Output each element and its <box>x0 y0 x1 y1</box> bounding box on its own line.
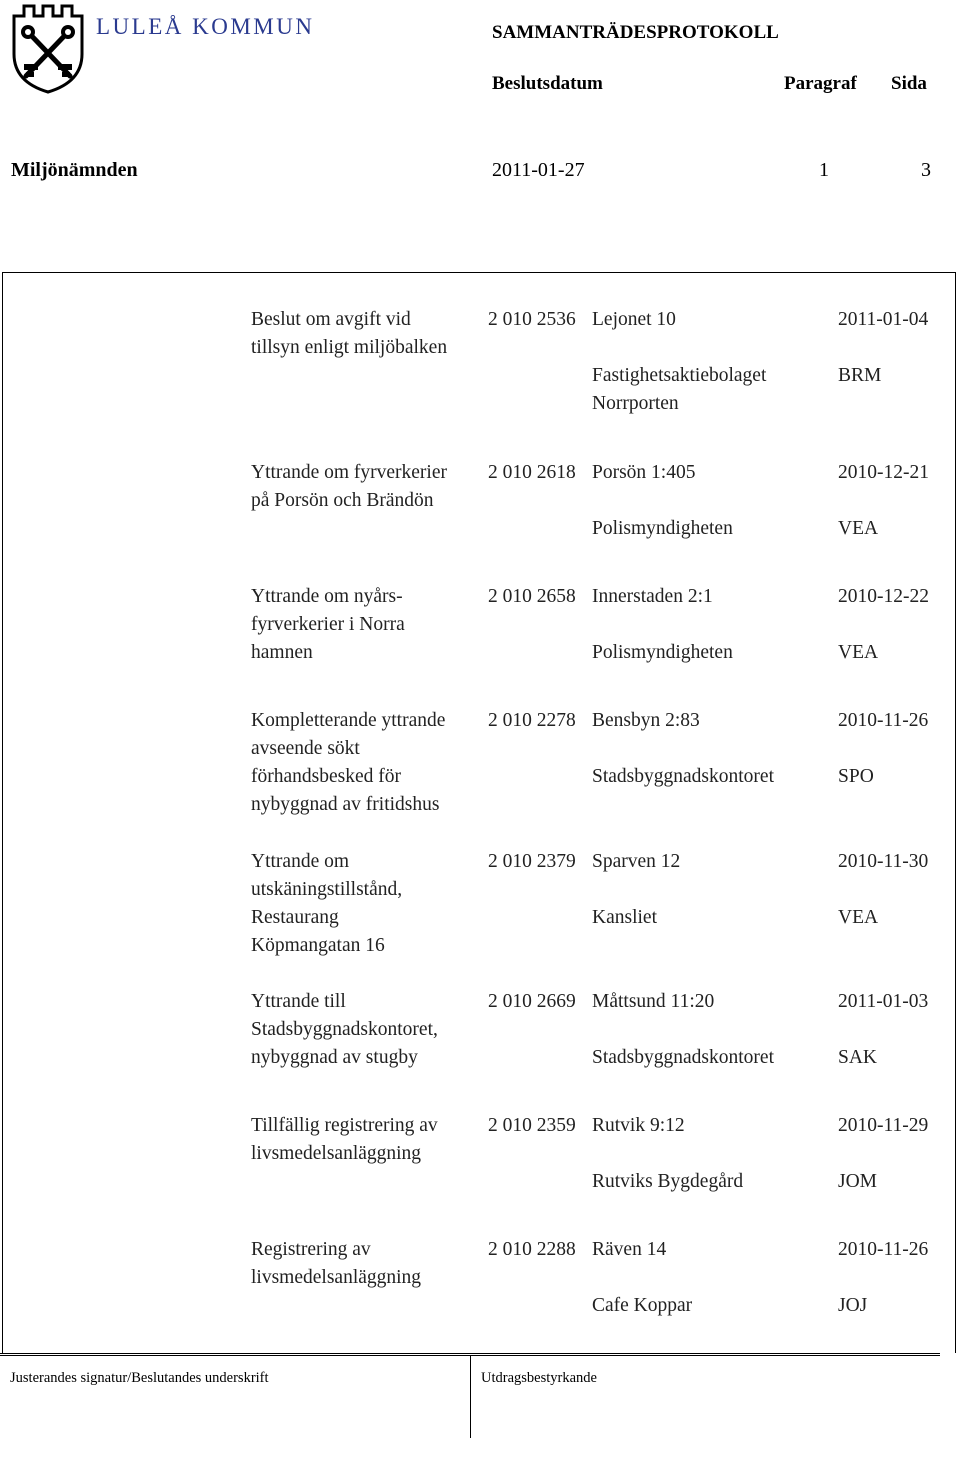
entry-party-line: Fastighetsaktiebolaget <box>592 365 767 386</box>
entry-party <box>592 362 766 418</box>
entry-description-line: på Porsön och Brändön <box>251 490 434 511</box>
entry-description-line: Tillfällig registrering av <box>251 1115 438 1136</box>
entry-description <box>251 306 483 362</box>
entry-description-line: förhandsbesked för <box>251 766 401 787</box>
organization-name: LULEÅ KOMMUN <box>96 14 315 39</box>
entry-party <box>592 639 733 667</box>
entry-case-number: 2 010 2618 <box>488 462 576 483</box>
entry-case-number: 2 010 2536 <box>488 309 576 330</box>
entry-description <box>251 583 483 667</box>
committee-name: Miljönämnden <box>11 159 138 181</box>
entry-party <box>592 515 733 543</box>
paragraph-label: Paragraf <box>784 73 857 94</box>
entry-case-number: 2 010 2658 <box>488 586 576 607</box>
entry-property: Räven 14 <box>592 1239 667 1260</box>
entry-party <box>592 1292 692 1320</box>
entry-description-line: livsmedelsanläggning <box>251 1143 422 1164</box>
entry-date: 2010-11-30 <box>838 851 929 872</box>
entry-property: Måttsund 11:20 <box>592 991 715 1012</box>
entry-description-line: Beslut om avgift vid <box>251 309 411 330</box>
decision-date-label: Beslutsdatum <box>492 73 603 94</box>
entry-signature: VEA <box>838 642 879 663</box>
entry-signature: VEA <box>838 907 879 928</box>
coat-of-arms-logo <box>10 2 86 94</box>
entry-description <box>251 1112 483 1168</box>
entry-signature: JOM <box>838 1171 878 1192</box>
entry-party-line: Cafe Koppar <box>592 1295 693 1316</box>
entry-description-line: Kompletterande yttrande <box>251 710 446 731</box>
page-label: Sida <box>891 73 927 94</box>
entry-date: 2010-11-29 <box>838 1115 929 1136</box>
footer-rule <box>0 1353 940 1354</box>
entry-description <box>251 459 483 515</box>
document-type: SAMMANTRÄDESPROTOKOLL <box>492 22 779 43</box>
entry-description <box>251 988 483 1072</box>
entry-description-line: tillsyn enligt miljöbalken <box>251 337 448 358</box>
entry-date: 2010-11-26 <box>838 710 929 731</box>
entry-property: Innerstaden 2:1 <box>592 586 713 607</box>
entry-signature: BRM <box>838 365 882 386</box>
entry-case-number: 2 010 2359 <box>488 1115 576 1136</box>
entry-signature: SAK <box>838 1047 878 1068</box>
entry-description <box>251 707 483 819</box>
entry-description-line: nybyggnad av stugby <box>251 1047 418 1068</box>
entry-description-line: livsmedelsanläggning <box>251 1267 422 1288</box>
entry-case-number: 2 010 2669 <box>488 991 576 1012</box>
entry-description-line: Yttrande till <box>251 991 346 1012</box>
entry-property: Sparven 12 <box>592 851 681 872</box>
entry-description-line: Yttrande om <box>251 851 350 872</box>
entry-date: 2011-01-04 <box>838 309 929 330</box>
entry-date: 2010-11-26 <box>838 1239 929 1260</box>
entry-property: Rutvik 9:12 <box>592 1115 685 1136</box>
entry-date: 2011-01-03 <box>838 991 929 1012</box>
entry-description-line: Stadsbyggnadskontoret, <box>251 1019 438 1040</box>
entry-description-line: hamnen <box>251 642 313 663</box>
signature-label: Justerandes signatur/Beslutandes underskrift <box>10 1370 269 1386</box>
entry-date: 2010-12-22 <box>838 586 929 607</box>
entry-party-line: Stadsbyggnadskontoret <box>592 766 774 787</box>
decision-date: 2011-01-27 <box>492 159 585 181</box>
entry-description-line: Yttrande om fyrverkerier <box>251 462 447 483</box>
entry-description <box>251 848 483 960</box>
entry-party <box>592 1044 774 1072</box>
entry-party <box>592 904 657 932</box>
entry-party-line: Polismyndigheten <box>592 642 733 663</box>
entry-party-line: Kansliet <box>592 907 657 928</box>
entry-party-line: Polismyndigheten <box>592 518 733 539</box>
entry-party <box>592 1168 743 1196</box>
entry-property: Bensbyn 2:83 <box>592 710 700 731</box>
entry-case-number: 2 010 2288 <box>488 1239 576 1260</box>
entry-property: Lejonet 10 <box>592 309 676 330</box>
certification-label: Utdragsbestyrkande <box>481 1370 597 1386</box>
entry-case-number: 2 010 2379 <box>488 851 576 872</box>
entry-signature: SPO <box>838 766 874 787</box>
entry-description-line: Köpmangatan 16 <box>251 935 385 956</box>
entry-party-line: Rutviks Bygdegård <box>592 1171 744 1192</box>
entry-party-line: Stadsbyggnadskontoret <box>592 1047 774 1068</box>
entry-description-line: Restaurang <box>251 907 339 928</box>
entry-description-line: Yttrande om nyårs- <box>251 586 403 607</box>
entry-date: 2010-12-21 <box>838 462 929 483</box>
entry-description-line: nybyggnad av fritidshus <box>251 794 440 815</box>
entry-party-line: Norrporten <box>592 393 679 414</box>
entry-description-line: utskäningstillstånd, <box>251 879 403 900</box>
entry-party <box>592 763 774 791</box>
entry-description-line: fyrverkerier i Norra <box>251 614 405 635</box>
paragraph-number: 1 <box>819 159 829 181</box>
entry-description-line: Registrering av <box>251 1239 371 1260</box>
entry-description <box>251 1236 483 1292</box>
page-number: 3 <box>921 159 931 181</box>
entry-signature: VEA <box>838 518 879 539</box>
entry-signature: JOJ <box>838 1295 868 1316</box>
entry-property: Porsön 1:405 <box>592 462 696 483</box>
entry-description-line: avseende sökt <box>251 738 360 759</box>
entry-case-number: 2 010 2278 <box>488 710 576 731</box>
footer-divider <box>470 1356 471 1438</box>
